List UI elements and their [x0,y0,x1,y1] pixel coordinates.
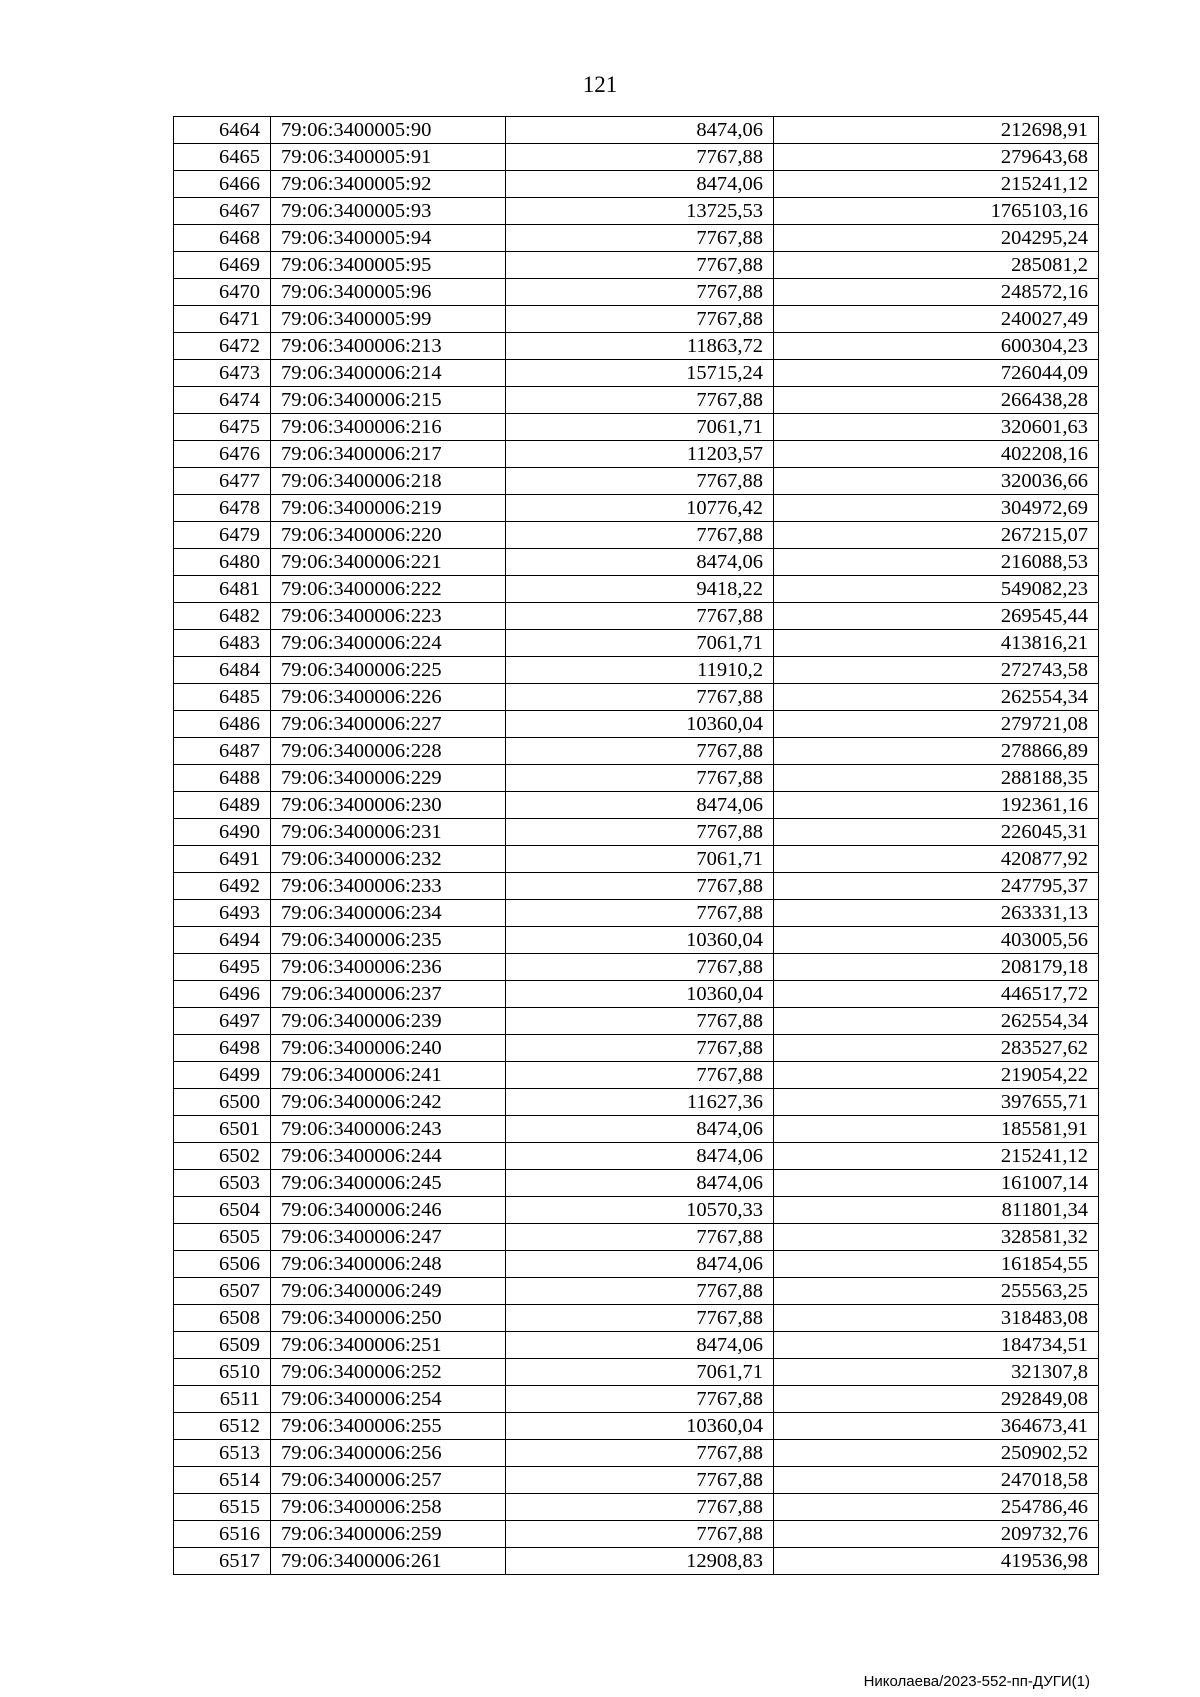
cadastral-value-cell: 161007,14 [774,1170,1099,1197]
row-number-cell: 6517 [174,1548,271,1575]
area-cell: 8474,06 [506,1332,774,1359]
table-row [174,198,1099,225]
cadastral-value-cell: 549082,23 [774,576,1099,603]
cadastral-number-cell: 79:06:3400006:223 [271,603,506,630]
cadastral-number-cell: 79:06:3400006:242 [271,1089,506,1116]
row-number-cell: 6495 [174,954,271,981]
cadastral-number-cell: 79:06:3400006:250 [271,1305,506,1332]
area-cell: 11203,57 [506,441,774,468]
row-number-cell: 6497 [174,1008,271,1035]
area-cell: 7061,71 [506,846,774,873]
table-row [174,360,1099,387]
cadastral-value-cell: 254786,46 [774,1494,1099,1521]
cadastral-number-cell: 79:06:3400006:248 [271,1251,506,1278]
row-number-cell: 6478 [174,495,271,522]
area-cell: 8474,06 [506,1170,774,1197]
cadastral-value-cell: 215241,12 [774,171,1099,198]
row-number-cell: 6496 [174,981,271,1008]
table-row [174,846,1099,873]
table-row [174,333,1099,360]
row-number-cell: 6506 [174,1251,271,1278]
area-cell: 7767,88 [506,1224,774,1251]
row-number-cell: 6487 [174,738,271,765]
cadastral-value-cell: 216088,53 [774,549,1099,576]
cadastral-value-cell: 413816,21 [774,630,1099,657]
row-number-cell: 6493 [174,900,271,927]
cadastral-value-cell: 247795,37 [774,873,1099,900]
cadastral-number-cell: 79:06:3400006:225 [271,657,506,684]
row-number-cell: 6473 [174,360,271,387]
table-row [174,927,1099,954]
cadastral-number-cell: 79:06:3400006:220 [271,522,506,549]
cadastral-number-cell: 79:06:3400005:90 [271,117,506,144]
area-cell: 8474,06 [506,549,774,576]
area-cell: 13725,53 [506,198,774,225]
area-cell: 12908,83 [506,1548,774,1575]
table-row [174,765,1099,792]
row-number-cell: 6515 [174,1494,271,1521]
cadastral-number-cell: 79:06:3400006:249 [271,1278,506,1305]
table-row [174,252,1099,279]
table-row [174,684,1099,711]
table-row [174,1305,1099,1332]
table-row [174,954,1099,981]
table-row [174,1359,1099,1386]
cadastral-value-cell: 192361,16 [774,792,1099,819]
area-cell: 7767,88 [506,738,774,765]
area-cell: 7061,71 [506,630,774,657]
cadastral-number-cell: 79:06:3400006:213 [271,333,506,360]
cadastral-value-cell: 320601,63 [774,414,1099,441]
area-cell: 7767,88 [506,765,774,792]
area-cell: 7767,88 [506,1521,774,1548]
table-row [174,414,1099,441]
area-cell: 7767,88 [506,900,774,927]
area-cell: 7767,88 [506,1062,774,1089]
cadastral-value-cell: 208179,18 [774,954,1099,981]
cadastral-value-cell: 403005,56 [774,927,1099,954]
row-number-cell: 6511 [174,1386,271,1413]
cadastral-number-cell: 79:06:3400006:234 [271,900,506,927]
row-number-cell: 6508 [174,1305,271,1332]
area-cell: 7767,88 [506,1440,774,1467]
table-row [174,441,1099,468]
cadastral-value-cell: 420877,92 [774,846,1099,873]
row-number-cell: 6466 [174,171,271,198]
area-cell: 15715,24 [506,360,774,387]
cadastral-number-cell: 79:06:3400005:96 [271,279,506,306]
area-cell: 11863,72 [506,333,774,360]
area-cell: 10360,04 [506,981,774,1008]
cadastral-value-cell: 262554,34 [774,684,1099,711]
area-cell: 7767,88 [506,1494,774,1521]
row-number-cell: 6505 [174,1224,271,1251]
area-cell: 7767,88 [506,144,774,171]
cadastral-number-cell: 79:06:3400006:255 [271,1413,506,1440]
cadastral-value-cell: 250902,52 [774,1440,1099,1467]
row-number-cell: 6498 [174,1035,271,1062]
cadastral-value-cell: 397655,71 [774,1089,1099,1116]
area-cell: 7767,88 [506,225,774,252]
area-cell: 7061,71 [506,1359,774,1386]
row-number-cell: 6514 [174,1467,271,1494]
table-row [174,1413,1099,1440]
cadastral-value-cell: 278866,89 [774,738,1099,765]
row-number-cell: 6464 [174,117,271,144]
cadastral-value-cell: 304972,69 [774,495,1099,522]
table-row [174,306,1099,333]
area-cell: 11627,36 [506,1089,774,1116]
cadastral-number-cell: 79:06:3400006:239 [271,1008,506,1035]
area-cell: 10360,04 [506,711,774,738]
table-row [174,1089,1099,1116]
table-row [174,792,1099,819]
table-row [174,1170,1099,1197]
area-cell: 8474,06 [506,117,774,144]
area-cell: 10776,42 [506,495,774,522]
cadastral-number-cell: 79:06:3400006:261 [271,1548,506,1575]
area-cell: 10360,04 [506,927,774,954]
cadastral-value-cell: 219054,22 [774,1062,1099,1089]
row-number-cell: 6501 [174,1116,271,1143]
table-row [174,1062,1099,1089]
area-cell: 8474,06 [506,1251,774,1278]
cadastral-number-cell: 79:06:3400006:241 [271,1062,506,1089]
table-row [174,1008,1099,1035]
table-body [174,117,1099,1575]
table-row [174,1143,1099,1170]
row-number-cell: 6465 [174,144,271,171]
cadastral-number-cell: 79:06:3400006:229 [271,765,506,792]
row-number-cell: 6491 [174,846,271,873]
cadastral-value-cell: 248572,16 [774,279,1099,306]
cadastral-value-cell: 811801,34 [774,1197,1099,1224]
cadastral-number-cell: 79:06:3400005:91 [271,144,506,171]
row-number-cell: 6512 [174,1413,271,1440]
table-row [174,225,1099,252]
cadastral-number-cell: 79:06:3400006:216 [271,414,506,441]
row-number-cell: 6475 [174,414,271,441]
page-number: 121 [582,72,618,97]
cadastral-value-cell: 215241,12 [774,1143,1099,1170]
table-row [174,657,1099,684]
row-number-cell: 6484 [174,657,271,684]
cadastral-value-cell: 419536,98 [774,1548,1099,1575]
cadastral-number-cell: 79:06:3400005:93 [271,198,506,225]
table-row [174,522,1099,549]
row-number-cell: 6486 [174,711,271,738]
area-cell: 10360,04 [506,1413,774,1440]
cadastral-value-cell: 247018,58 [774,1467,1099,1494]
cadastral-number-cell: 79:06:3400006:245 [271,1170,506,1197]
area-cell: 7767,88 [506,684,774,711]
table-row [174,1494,1099,1521]
cadastral-number-cell: 79:06:3400006:217 [271,441,506,468]
row-number-cell: 6482 [174,603,271,630]
cadastral-number-cell: 79:06:3400005:94 [271,225,506,252]
table-row [174,1332,1099,1359]
cadastral-number-cell: 79:06:3400006:257 [271,1467,506,1494]
cadastral-value-cell: 1765103,16 [774,198,1099,225]
cadastral-number-cell: 79:06:3400006:224 [271,630,506,657]
area-cell: 7767,88 [506,387,774,414]
cadastral-number-cell: 79:06:3400006:233 [271,873,506,900]
row-number-cell: 6485 [174,684,271,711]
table-row [174,873,1099,900]
cadastral-value-cell: 321307,8 [774,1359,1099,1386]
cadastral-number-cell: 79:06:3400006:232 [271,846,506,873]
cadastral-value-cell: 288188,35 [774,765,1099,792]
table-row [174,117,1099,144]
cadastral-number-cell: 79:06:3400006:259 [271,1521,506,1548]
cadastral-value-cell: 328581,32 [774,1224,1099,1251]
table-row [174,819,1099,846]
row-number-cell: 6490 [174,819,271,846]
row-number-cell: 6481 [174,576,271,603]
cadastral-number-cell: 79:06:3400006:258 [271,1494,506,1521]
area-cell: 7767,88 [506,1035,774,1062]
cadastral-value-cell: 320036,66 [774,468,1099,495]
row-number-cell: 6468 [174,225,271,252]
cadastral-number-cell: 79:06:3400005:92 [271,171,506,198]
table-row [174,1440,1099,1467]
cadastral-number-cell: 79:06:3400006:214 [271,360,506,387]
table-row [174,171,1099,198]
cadastral-value-cell: 279721,08 [774,711,1099,738]
row-number-cell: 6504 [174,1197,271,1224]
cadastral-number-cell: 79:06:3400006:252 [271,1359,506,1386]
row-number-cell: 6479 [174,522,271,549]
cadastral-number-cell: 79:06:3400006:219 [271,495,506,522]
table-row [174,1467,1099,1494]
cadastral-value-cell: 184734,51 [774,1332,1099,1359]
cadastral-value-cell: 255563,25 [774,1278,1099,1305]
table-row [174,900,1099,927]
cadastral-value-cell: 272743,58 [774,657,1099,684]
area-cell: 7767,88 [506,1305,774,1332]
cadastral-number-cell: 79:06:3400006:254 [271,1386,506,1413]
table-row [174,1548,1099,1575]
land-plots-table [173,116,1099,1575]
table-row [174,279,1099,306]
cadastral-number-cell: 79:06:3400006:251 [271,1332,506,1359]
cadastral-value-cell: 446517,72 [774,981,1099,1008]
table-row [174,1386,1099,1413]
cadastral-number-cell: 79:06:3400006:235 [271,927,506,954]
cadastral-number-cell: 79:06:3400006:244 [271,1143,506,1170]
table-row [174,1035,1099,1062]
row-number-cell: 6488 [174,765,271,792]
cadastral-number-cell: 79:06:3400006:215 [271,387,506,414]
area-cell: 7767,88 [506,252,774,279]
row-number-cell: 6494 [174,927,271,954]
cadastral-value-cell: 283527,62 [774,1035,1099,1062]
cadastral-number-cell: 79:06:3400006:236 [271,954,506,981]
cadastral-value-cell: 263331,13 [774,900,1099,927]
cadastral-value-cell: 161854,55 [774,1251,1099,1278]
cadastral-value-cell: 279643,68 [774,144,1099,171]
cadastral-value-cell: 204295,24 [774,225,1099,252]
cadastral-number-cell: 79:06:3400006:230 [271,792,506,819]
table-row [174,468,1099,495]
table-row [174,1251,1099,1278]
row-number-cell: 6476 [174,441,271,468]
area-cell: 10570,33 [506,1197,774,1224]
cadastral-value-cell: 269545,44 [774,603,1099,630]
table-row [174,1224,1099,1251]
area-cell: 7061,71 [506,414,774,441]
cadastral-number-cell: 79:06:3400006:243 [271,1116,506,1143]
table-row [174,1197,1099,1224]
cadastral-number-cell: 79:06:3400005:95 [271,252,506,279]
cadastral-value-cell: 212698,91 [774,117,1099,144]
table-row [174,711,1099,738]
area-cell: 8474,06 [506,171,774,198]
area-cell: 8474,06 [506,1116,774,1143]
table-row [174,144,1099,171]
cadastral-value-cell: 402208,16 [774,441,1099,468]
cadastral-value-cell: 185581,91 [774,1116,1099,1143]
table-row [174,576,1099,603]
row-number-cell: 6513 [174,1440,271,1467]
table-row [174,603,1099,630]
row-number-cell: 6507 [174,1278,271,1305]
cadastral-value-cell: 262554,34 [774,1008,1099,1035]
row-number-cell: 6503 [174,1170,271,1197]
cadastral-number-cell: 79:06:3400006:222 [271,576,506,603]
row-number-cell: 6472 [174,333,271,360]
area-cell: 7767,88 [506,1386,774,1413]
table-row [174,1116,1099,1143]
table-row [174,738,1099,765]
area-cell: 7767,88 [506,1278,774,1305]
row-number-cell: 6489 [174,792,271,819]
area-cell: 7767,88 [506,1008,774,1035]
area-cell: 7767,88 [506,279,774,306]
table-row [174,630,1099,657]
cadastral-number-cell: 79:06:3400006:240 [271,1035,506,1062]
row-number-cell: 6469 [174,252,271,279]
table-row [174,1278,1099,1305]
document-code: Николаева/2023-552-пп-ДУГИ(1) [863,1673,1090,1690]
row-number-cell: 6499 [174,1062,271,1089]
cadastral-value-cell: 266438,28 [774,387,1099,414]
row-number-cell: 6467 [174,198,271,225]
cadastral-number-cell: 79:06:3400006:227 [271,711,506,738]
area-cell: 11910,2 [506,657,774,684]
area-cell: 7767,88 [506,522,774,549]
row-number-cell: 6502 [174,1143,271,1170]
cadastral-number-cell: 79:06:3400006:231 [271,819,506,846]
row-number-cell: 6474 [174,387,271,414]
cadastral-value-cell: 318483,08 [774,1305,1099,1332]
area-cell: 7767,88 [506,306,774,333]
row-number-cell: 6470 [174,279,271,306]
cadastral-number-cell: 79:06:3400006:221 [271,549,506,576]
cadastral-number-cell: 79:06:3400006:247 [271,1224,506,1251]
cadastral-value-cell: 209732,76 [774,1521,1099,1548]
cadastral-value-cell: 240027,49 [774,306,1099,333]
area-cell: 8474,06 [506,1143,774,1170]
table-row [174,495,1099,522]
table-row [174,549,1099,576]
cadastral-number-cell: 79:06:3400006:256 [271,1440,506,1467]
cadastral-number-cell: 79:06:3400006:237 [271,981,506,1008]
cadastral-number-cell: 79:06:3400005:99 [271,306,506,333]
area-cell: 7767,88 [506,468,774,495]
area-cell: 8474,06 [506,792,774,819]
row-number-cell: 6509 [174,1332,271,1359]
row-number-cell: 6500 [174,1089,271,1116]
cadastral-value-cell: 292849,08 [774,1386,1099,1413]
cadastral-value-cell: 600304,23 [774,333,1099,360]
row-number-cell: 6480 [174,549,271,576]
cadastral-value-cell: 364673,41 [774,1413,1099,1440]
row-number-cell: 6516 [174,1521,271,1548]
cadastral-number-cell: 79:06:3400006:218 [271,468,506,495]
table-row [174,1521,1099,1548]
area-cell: 7767,88 [506,819,774,846]
area-cell: 7767,88 [506,954,774,981]
area-cell: 7767,88 [506,603,774,630]
row-number-cell: 6477 [174,468,271,495]
row-number-cell: 6483 [174,630,271,657]
cadastral-value-cell: 226045,31 [774,819,1099,846]
cadastral-number-cell: 79:06:3400006:246 [271,1197,506,1224]
row-number-cell: 6471 [174,306,271,333]
row-number-cell: 6492 [174,873,271,900]
area-cell: 9418,22 [506,576,774,603]
row-number-cell: 6510 [174,1359,271,1386]
cadastral-number-cell: 79:06:3400006:228 [271,738,506,765]
area-cell: 7767,88 [506,873,774,900]
area-cell: 7767,88 [506,1467,774,1494]
table-row [174,387,1099,414]
cadastral-number-cell: 79:06:3400006:226 [271,684,506,711]
cadastral-value-cell: 267215,07 [774,522,1099,549]
cadastral-value-cell: 285081,2 [774,252,1099,279]
cadastral-value-cell: 726044,09 [774,360,1099,387]
table-row [174,981,1099,1008]
